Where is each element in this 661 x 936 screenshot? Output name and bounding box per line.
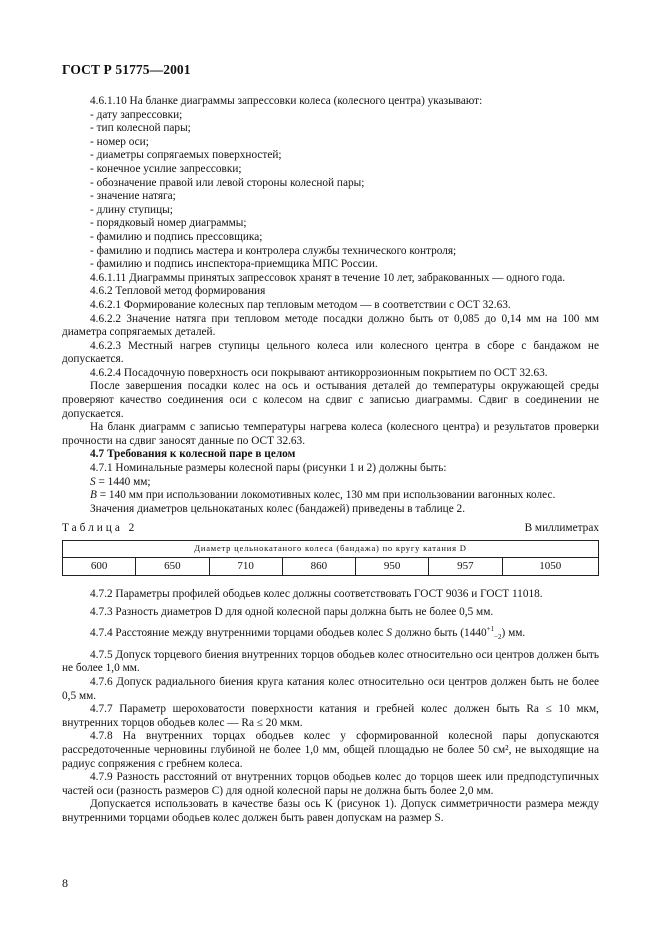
table-units: В миллиметрах [524, 522, 599, 535]
table-row [63, 558, 599, 576]
paragraph: 4.6.2.3 Местный нагрев ступицы цельного колеса или колесного центра в сборе с бандажом не допускается. [62, 339, 599, 366]
list-item: - фамилию и подпись прессовщика; [90, 230, 263, 243]
paragraph-4-7-6: 4.7.6 Допуск радиального биения круга катания колес относительно оси центров должен быть не более 0,5 мм. [62, 675, 599, 702]
table-cell: 1050 [502, 558, 599, 576]
variable: S [90, 475, 96, 488]
paragraph-4-7-7: 4.7.7 Параметр шероховатости поверхности катания и гребней колес должен быть Ra ≤ 10 мкм, внутренних торцов ободьев колес — Ra ≤ 20 мкм. [62, 703, 599, 729]
table-header: Диаметр цельнокатаного колеса (бандажа) по кругу катания D [63, 541, 599, 558]
list-item: - обозначение правой или левой стороны колесной пары; [90, 176, 365, 189]
document-header: ГОСТ Р 51775—2001 [62, 62, 191, 77]
list-item: - конечное усилие запрессовки; [90, 162, 242, 175]
paragraph-4-7-2: 4.7.2 Параметры профилей ободьев колес должны соответствовать ГОСТ 9036 и ГОСТ 11018. [90, 588, 543, 600]
paragraph: 4.6.2.2 Значение натяга при тепловом методе посадки должно быть от 0,085 до 0,14 мм на 100 мм диаметра сопрягаемых деталей. [62, 312, 599, 339]
p474-sub: −2 [494, 633, 502, 642]
paragraph [62, 489, 599, 503]
table-cell: 950 [356, 558, 429, 576]
list-item: - диаметры сопрягаемых поверхностей; [90, 149, 282, 162]
list-item: - номер оси; [90, 135, 149, 148]
paragraph: 4.7.1 Номинальные размеры колесной пары (рисунки 1 и 2) должны быть: [90, 462, 447, 475]
page-number: 8 [62, 876, 68, 890]
paragraph-4-7-9: 4.7.9 Разность расстояний от внутренних торцов ободьев колес до торцов шеек или предподступичных частей оси (разность размеров C) для одной колесной пары не должна быть более 2,0 мм. [62, 771, 599, 797]
table-caption-row [62, 522, 599, 536]
paragraph: 4.6.2 Тепловой метод формирования [90, 285, 266, 298]
paragraph-4-7-4 [62, 623, 599, 645]
paragraph-4-7-8: 4.7.8 На внутренних торцах ободьев колес у сформированной колесной пары допускаются рассредоточенные черновины глубиной не более 1,0 мм, общей площадью не более 50 см², не выходящие на радиус сопряжения с гребнем колеса. [62, 730, 599, 770]
list-item: - порядковый номер диаграммы; [90, 217, 247, 230]
paragraph: Значения диаметров цельнокатаных колес (бандажей) приведены в таблице 2. [90, 502, 466, 515]
list-item: - дату запрессовки; [90, 108, 183, 121]
table-cell: 860 [282, 558, 355, 576]
diameter-table [62, 540, 599, 576]
p474-var: S [386, 626, 392, 639]
document-body [62, 95, 599, 826]
paragraph [62, 476, 599, 490]
paragraph: 4.6.1.11 Диаграммы принятых запрессовок хранят в течение 10 лет, забракованных — одного года. [90, 271, 566, 284]
text-blocks [62, 95, 599, 516]
paragraph-4-7-5: 4.7.5 Допуск торцевого биения внутренних торцов ободьев колес относительно оси центров должен быть не более 1,0 мм. [62, 648, 599, 675]
paragraph: 4.6.2.1 Формирование колесных пар тепловым методом — в соответствии с ОСТ 32.63. [90, 298, 511, 311]
table-cell: 957 [429, 558, 502, 576]
p474-text-c: ) мм. [501, 626, 526, 639]
variable-text: = 140 мм при использовании локомотивных колес, 130 мм при использовании вагонных колес. [96, 489, 556, 502]
paragraph: На бланк диаграмм с записью температуры нагрева колеса (колесного центра) и результатов проверки прочности на сдвиг заносят данные по ОСТ 32.63. [62, 421, 599, 447]
list-item: - тип колесной пары; [90, 122, 191, 135]
list-item: - фамилию и подпись инспектора-приемщика МПС России. [90, 258, 378, 271]
paragraph: 4.6.1.10 На бланке диаграммы запрессовки колеса (колесного центра) указывают: [90, 95, 483, 107]
p474-text-a: 4.7.4 Расстояние между внутренними торцами ободьев колес [90, 626, 387, 639]
paragraph: После завершения посадки колес на ось и остывания деталей до температуры окружающей среды проверяют качество соединения оси с колесом на сдвиг с записью диаграммы. Сдвиг в соединении не допускается. [62, 380, 599, 420]
p474-sup: +1 [486, 625, 495, 634]
table-cell: 710 [209, 558, 282, 576]
table-cell: 600 [63, 558, 136, 576]
paragraph-4-7-3: 4.7.3 Разность диаметров D для одной колесной пары должна быть не более 0,5 мм. [90, 605, 494, 618]
variable-text: = 1440 мм; [95, 475, 151, 488]
p474-text-b: должно быть (1440 [392, 626, 487, 639]
variable: B [90, 489, 97, 502]
table-caption: Таблица 2 [62, 522, 138, 535]
list-item: - значение натяга; [90, 190, 176, 203]
table-cell: 650 [136, 558, 209, 576]
list-item: - длину ступицы; [90, 203, 173, 216]
paragraph-base: Допускается использовать в качестве базы ось K (рисунок 1). Допуск симметричности размера между внутренними торцами ободьев колес должен быть равен допускам на размер S. [62, 798, 599, 824]
paragraph: 4.6.2.4 Посадочную поверхность оси покрывают антикоррозионным покрытием по ОСТ 32.63. [90, 366, 548, 379]
list-item: - фамилию и подпись мастера и контролера службы технического контроля; [90, 244, 457, 257]
section-heading: 4.7 Требования к колесной паре в целом [90, 448, 296, 461]
